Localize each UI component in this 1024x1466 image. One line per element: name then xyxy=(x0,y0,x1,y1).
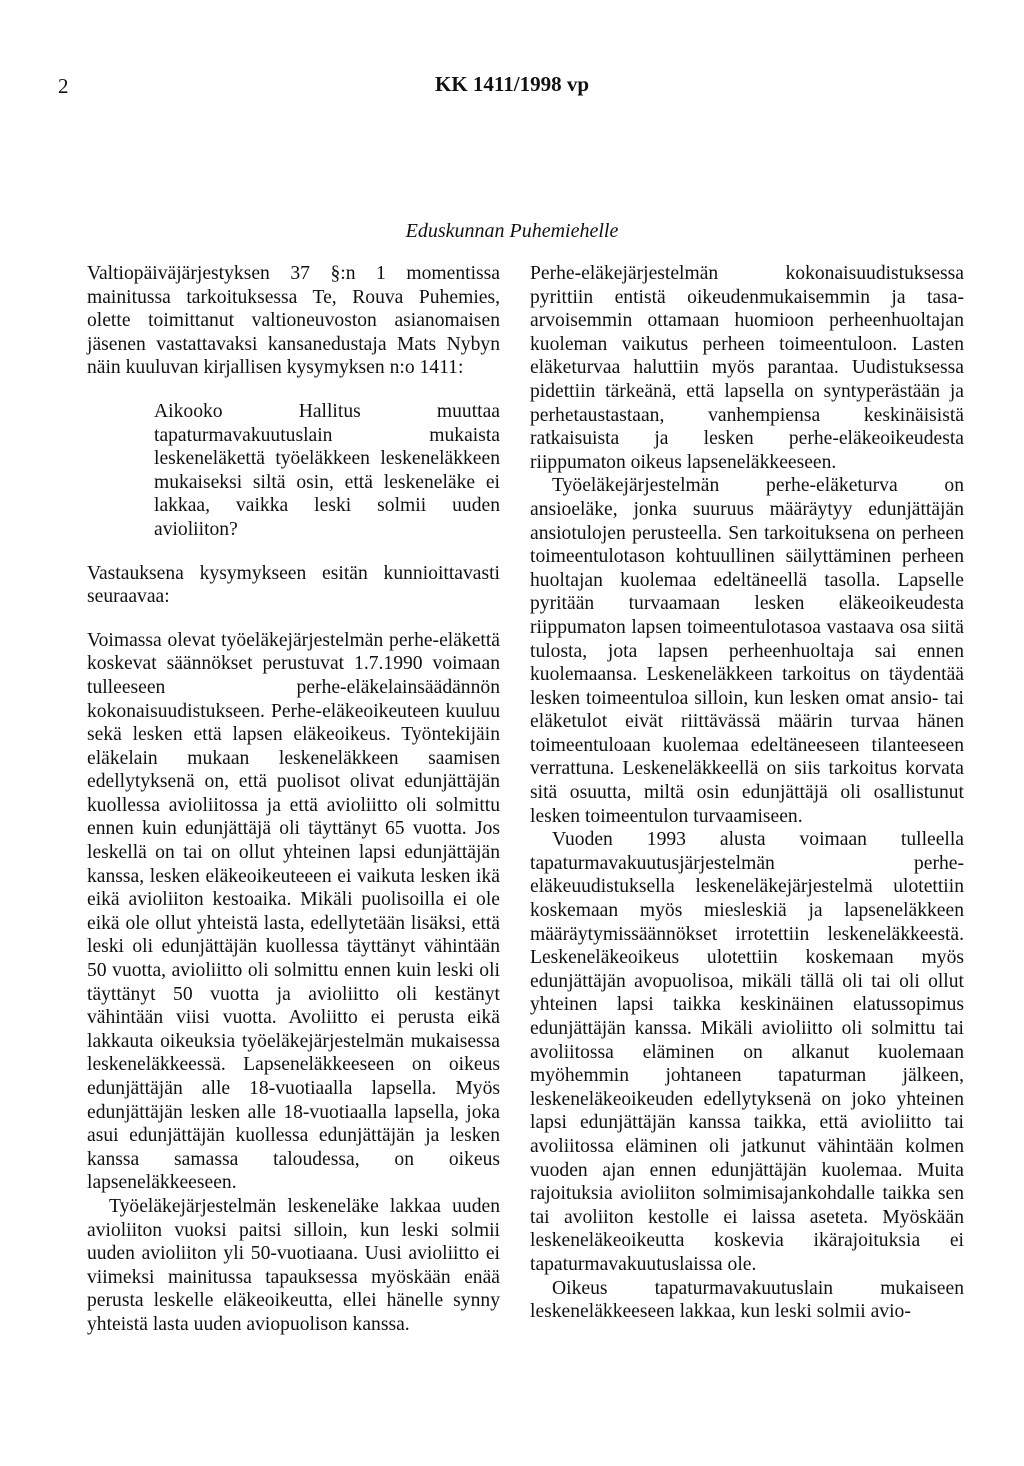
addressee-line: Eduskunnan Puhemiehelle xyxy=(405,220,619,242)
left-column xyxy=(87,262,500,1337)
right-paragraph-2: Työeläkejärjestelmän perhe-eläketurva on ansioeläke, jonka suuruus määräytyy edunjättäjän ansiotulojen perusteella. Sen tarkoituksena on perheen toimeentulotason kohtuullinen säilyttäminen perheen huoltajan kuolemaa edeltäneellä tasolla. Lapselle pyritään turvaamaan lesken eläkeoikeudesta riippumaton lapsen toimeentulotasoa vastaava osa siitä tulosta, jota lapsen perheenhuoltaja sai ennen kuolemaansa. Leskeneläkkeen tarkoitus on täydentää lesken toimeentuloa silloin, kun lesken omat ansio- tai eläketulot eivät riittävässä määrin turvaa hänen toimeentuloaan kuolemaa edeltäneeseen tilanteeseen verrattuna. Leskeneläkkeellä on siis tarkoitus korvata sitä osuutta, miltä osin edunjättäjä oli osallistunut lesken toimeentulon turvaamiseen. xyxy=(530,475,964,827)
answer-paragraph-2: Työeläkejärjestelmän leskeneläke lakkaa uuden avioliiton vuoksi paitsi silloin, kun leski solmii uuden avioliiton yli 50-vuotiaana. Uusi avioliitto ei viimeksi mainitussa tapauksessa myöskään enää perusta leskelle eläkeoikeutta, ellei hänelle synny yhteistä lasta uuden aviopuolison kanssa. xyxy=(87,1195,500,1335)
right-paragraph-3: Vuoden 1993 alusta voimaan tulleella tapaturmavakuutusjärjestelmän perhe-eläkeuudistuksella leskeneläkejärjestelmä ulotettiin koskemaan myös miesleskiä ja lapseneläkkeen määräytymissäännökset irrotettiin leskeneläkkeestä. Leskeneläkeoikeus ulotettiin koskemaan myös edunjättäjän avopuolisoa, mikäli tällä oli tai oli ollut yhteinen lapsi taikka keskinäinen elatussopimus edunjättäjän kanssa. Mikäli avioliitto oli solmittu tai avoliitossa eläminen on alkanut kuolemaan myöhemmin johtaneen tapaturman jälkeen, leskeneläkeoikeuden edellytyksenä on joko yhteinen lapsi edunjättäjän kanssa taikka, että avioliitto tai avoliitossa eläminen oli jatkunut vähintään kolmen vuoden ajan ennen edunjättäjän kuolemaa. Muita rajoituksia avioliiton solmimisajankohdalle taikka sen tai avoliiton kestolle ei laissa aseteta. Myöskään leskeneläkeoikeutta koskevia ikärajoituksia ei tapaturmavakuutuslaissa ole. xyxy=(530,829,964,1275)
right-paragraph-1: Perhe-eläkejärjestelmän kokonaisuudistuksessa pyrittiin entistä oikeudenmukaisemmin ja tasa-arvoisemmin ottamaan huomioon perheenhuoltajan kuoleman vaikutus perheen toimeentuloon. Lasten eläketurvaa haluttiin myös parantaa. Uudistuksessa pidettiin tärkeänä, että lapsella on syntyperästään ja perhetaustastaan, vanhempiensa keskinäisistä ratkaisuista ja lesken perhe-eläkeoikeudesta riippumaton oikeus lapseneläkkeeseen. xyxy=(530,263,964,473)
right-column xyxy=(530,262,964,1324)
answer-paragraph-1: Voimassa olevat työeläkejärjestelmän perhe-eläkettä koskevat säännökset perustuvat 1.7.1990 voimaan tulleeseen perhe-eläkelainsäädännön kokonaisuudistukseen. Perhe-eläkeoikeuteen kuuluu sekä lesken että lapsen eläkeoikeus. Työntekijäin eläkelain mukaan leskeneläkkeen saamisen edellytyksenä on, että puolisot olivat edunjättäjän kuollessa avioliitossa ja että avioliitto oli solmittu ennen kuin edunjättäjä oli täyttänyt 65 vuotta. Jos leskellä on tai on ollut yhteinen lapsi edunjättäjän kanssa, lesken eläkeoikeuteeen ei vaikuta lesken ikä eikä avioliiton kestoaika. Mikäli puolisoilla ei ole eikä ole ollut yhteistä lasta, edellytetään lisäksi, että leski oli edunjättäjän kuollessa täyttänyt vähintään 50 vuotta, avioliitto oli solmittu ennen kuin leski oli täyttänyt 50 vuotta ja avioliitto oli kestänyt vähintään viisi vuotta. Avoliitto ei perusta eikä lakkauta oikeuksia työeläkejärjestelmän mukaisessa leskeneläkkeessä. Lapseneläkkeeseen on oikeus edunjättäjän alle 18-vuotiaalla lapsella. Myös edunjättäjän lesken alle 18-vuotiaalla lapsella, joka asui edunjättäjän kuollessa edunjättäjän ja lesken kanssa samassa taloudessa, on oikeus lapseneläkkeeseen. xyxy=(87,629,500,1194)
page-number: 2 xyxy=(58,74,69,98)
intro-paragraph: Valtiopäiväjärjestyksen 37 §:n 1 momentissa mainitussa tarkoituksessa Te, Rouva Puhemies, olette toimittanut valtioneuvoston asianomaisen jäsenen vastattavaksi kansanedustaja Mats Nybyn näin kuuluvan kirjallisen kysymyksen n:o 1411: xyxy=(87,263,500,379)
question-text: Aikooko Hallitus muuttaa tapaturmavakuutuslain mukaista leskeneläkettä työeläkkeen leskeneläkkeen mukaiseksi siltä osin, että leskeneläke ei lakkaa, vaikka leski solmii uuden avioliiton? xyxy=(154,400,500,540)
document-header: KK 1411/1998 vp xyxy=(434,72,590,96)
answer-intro: Vastauksena kysymykseen esitän kunnioittavasti seuraavaa: xyxy=(87,562,500,608)
right-paragraph-4: Oikeus tapaturmavakuutuslain mukaiseen leskeneläkkeeseen lakkaa, kun leski solmii avio- xyxy=(530,1277,964,1323)
